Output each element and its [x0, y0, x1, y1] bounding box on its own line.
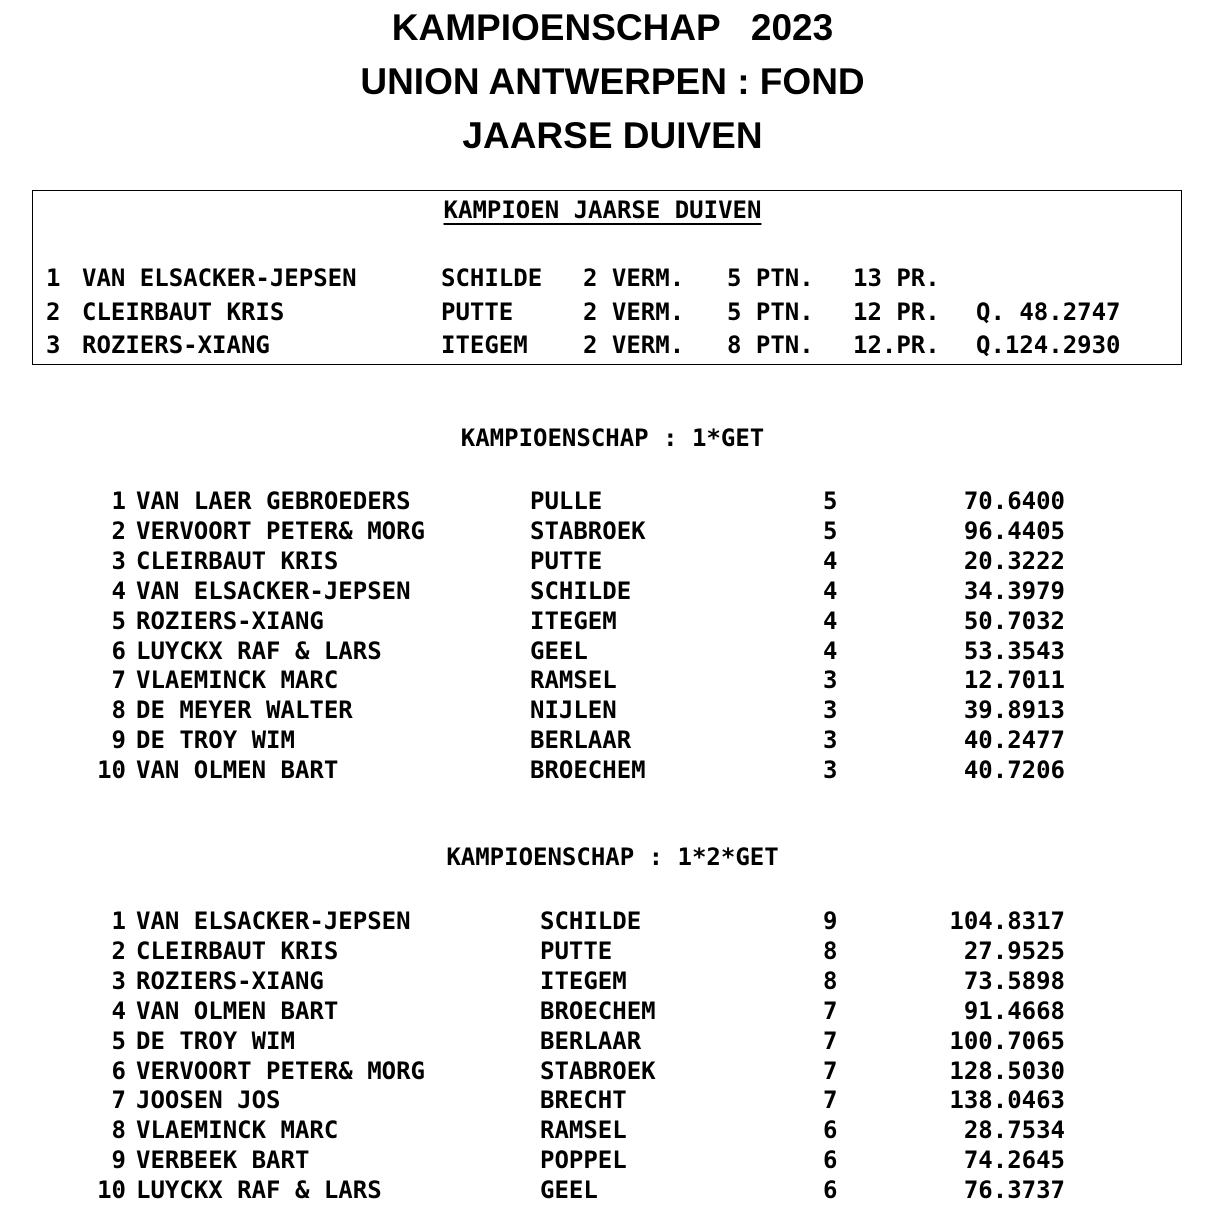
participant-name: LUYCKX RAF & LARS — [136, 636, 382, 665]
coefficient-value: 39.8913 — [963, 696, 1065, 725]
rank-number: 6 — [111, 1056, 126, 1085]
champion-name: CLEIRBAUT KRIS — [82, 298, 285, 326]
coefficient-value: 128.5030 — [949, 1056, 1065, 1085]
points-value: 7 — [823, 1086, 838, 1115]
rank-number: 5 — [111, 606, 126, 635]
coefficient-value: 96.4405 — [963, 516, 1065, 545]
points-value: 4 — [823, 576, 838, 605]
rank-number: 2 — [111, 516, 126, 545]
points-value: 8 — [823, 936, 838, 965]
participant-name: DE TROY WIM — [136, 1026, 295, 1055]
champion-ptn: 5 PTN. — [727, 298, 814, 326]
participant-place: ITEGEM — [530, 606, 617, 635]
champion-verm: 2 VERM. — [583, 331, 685, 359]
rank-number: 1 — [111, 487, 126, 515]
rank-number: 9 — [111, 726, 126, 755]
coefficient-value: 28.7534 — [963, 1116, 1065, 1145]
points-value: 6 — [823, 1146, 838, 1175]
coefficient-value: 53.3543 — [963, 636, 1065, 665]
participant-place: ITEGEM — [540, 966, 627, 995]
points-value: 3 — [823, 666, 838, 695]
participant-place: BROECHEM — [530, 756, 646, 785]
participant-name: VAN OLMEN BART — [136, 996, 339, 1025]
participant-name: JOOSEN JOS — [136, 1086, 281, 1115]
points-value: 9 — [823, 907, 838, 935]
rank-number: 4 — [111, 996, 126, 1025]
participant-name: VAN ELSACKER-JEPSEN — [136, 576, 411, 605]
rank-number: 3 — [111, 966, 126, 995]
participant-place: RAMSEL — [530, 666, 617, 695]
participant-place: BRECHT — [540, 1086, 627, 1115]
participant-name: CLEIRBAUT KRIS — [136, 936, 339, 965]
coefficient-value: 76.3737 — [963, 1176, 1065, 1205]
coefficient-value: 40.2477 — [963, 726, 1065, 755]
title-line-1: KAMPIOENSCHAP 2023 — [391, 7, 834, 48]
participant-name: VERVOORT PETER& MORG — [136, 516, 425, 545]
rank-number: 10 — [97, 756, 126, 785]
champion-pr: 12.PR. — [853, 331, 940, 359]
coefficient-value: 74.2645 — [963, 1146, 1065, 1175]
points-value: 7 — [823, 1026, 838, 1055]
champion-place: SCHILDE — [441, 264, 543, 292]
rank-number: 8 — [111, 1116, 126, 1145]
participant-name: ROZIERS-XIANG — [136, 606, 324, 635]
points-value: 3 — [823, 726, 838, 755]
rank-number: 9 — [111, 1146, 126, 1175]
participant-name: VLAEMINCK MARC — [136, 666, 339, 695]
coefficient-value: 20.3222 — [963, 546, 1065, 575]
champion-verm: 2 VERM. — [583, 264, 685, 292]
coefficient-value: 104.8317 — [949, 907, 1065, 935]
participant-place: RAMSEL — [540, 1116, 627, 1145]
coefficient-value: 12.7011 — [963, 666, 1065, 695]
participant-name: VLAEMINCK MARC — [136, 1116, 339, 1145]
points-value: 4 — [823, 636, 838, 665]
participant-name: DE MEYER WALTER — [136, 696, 353, 725]
section1-heading: KAMPIOENSCHAP : 1*GET — [460, 424, 765, 452]
participant-name: VERVOORT PETER& MORG — [136, 1056, 425, 1085]
participant-name: DE TROY WIM — [136, 726, 295, 755]
participant-name: CLEIRBAUT KRIS — [136, 546, 339, 575]
coefficient-value: 100.7065 — [949, 1026, 1065, 1055]
points-value: 7 — [823, 996, 838, 1025]
points-value: 6 — [823, 1176, 838, 1205]
champion-place: ITEGEM — [441, 331, 528, 359]
coefficient-value: 40.7206 — [963, 756, 1065, 785]
rank-number: 10 — [97, 1176, 126, 1205]
rank-number: 3 — [111, 546, 126, 575]
participant-place: PUTTE — [530, 546, 603, 575]
rank-number: 1 — [111, 907, 126, 935]
coefficient-value: 73.5898 — [963, 966, 1065, 995]
rank-number: 4 — [111, 576, 126, 605]
rank-number: 6 — [111, 636, 126, 665]
rank-number: 5 — [111, 1026, 126, 1055]
points-value: 6 — [823, 1116, 838, 1145]
champion-name: ROZIERS-XIANG — [82, 331, 270, 359]
champion-rank: 2 — [46, 298, 61, 326]
participant-place: NIJLEN — [530, 696, 617, 725]
points-value: 3 — [823, 756, 838, 785]
coefficient-value: 50.7032 — [963, 606, 1065, 635]
participant-name: VAN OLMEN BART — [136, 756, 339, 785]
champion-verm: 2 VERM. — [583, 298, 685, 326]
participant-place: PULLE — [530, 487, 603, 515]
champion-ptn: 8 PTN. — [727, 331, 814, 359]
coefficient-value: 70.6400 — [963, 487, 1065, 515]
coefficient-value: 27.9525 — [963, 936, 1065, 965]
champion-rank: 3 — [46, 331, 61, 359]
champion-place: PUTTE — [441, 298, 514, 326]
points-value: 5 — [823, 516, 838, 545]
participant-place: BERLAAR — [540, 1026, 642, 1055]
participant-name: ROZIERS-XIANG — [136, 966, 324, 995]
champion-rank: 1 — [46, 264, 61, 292]
section2-heading: KAMPIOENSCHAP : 1*2*GET — [446, 843, 779, 871]
champion-q: Q. 48.2747 — [976, 298, 1121, 326]
rank-number: 8 — [111, 696, 126, 725]
title-line-3: JAARSE DUIVEN — [462, 115, 763, 156]
participant-place: POPPEL — [540, 1146, 627, 1175]
points-value: 5 — [823, 487, 838, 515]
champion-name: VAN ELSACKER-JEPSEN — [82, 264, 357, 292]
participant-place: STABROEK — [540, 1056, 656, 1085]
points-value: 7 — [823, 1056, 838, 1085]
rank-number: 7 — [111, 1086, 126, 1115]
participant-name: VAN ELSACKER-JEPSEN — [136, 907, 411, 935]
title-line-2: UNION ANTWERPEN : FOND — [360, 61, 865, 102]
points-value: 8 — [823, 966, 838, 995]
points-value: 4 — [823, 606, 838, 635]
points-value: 4 — [823, 546, 838, 575]
participant-name: LUYCKX RAF & LARS — [136, 1176, 382, 1205]
participant-place: GEEL — [540, 1176, 598, 1205]
champion-ptn: 5 PTN. — [727, 264, 814, 292]
rank-number: 2 — [111, 936, 126, 965]
champion-pr: 13 PR. — [853, 264, 940, 292]
participant-place: PUTTE — [540, 936, 613, 965]
participant-place: SCHILDE — [540, 907, 642, 935]
participant-name: VAN LAER GEBROEDERS — [136, 487, 411, 515]
coefficient-value: 34.3979 — [963, 576, 1065, 605]
participant-place: SCHILDE — [530, 576, 632, 605]
participant-place: GEEL — [530, 636, 588, 665]
champion-box-heading: KAMPIOEN JAARSE DUIVEN — [443, 196, 762, 224]
participant-place: BERLAAR — [530, 726, 632, 755]
participant-name: VERBEEK BART — [136, 1146, 310, 1175]
points-value: 3 — [823, 696, 838, 725]
participant-place: BROECHEM — [540, 996, 656, 1025]
coefficient-value: 138.0463 — [949, 1086, 1065, 1115]
champion-q: Q.124.2930 — [976, 331, 1121, 359]
rank-number: 7 — [111, 666, 126, 695]
participant-place: STABROEK — [530, 516, 646, 545]
champion-pr: 12 PR. — [853, 298, 940, 326]
coefficient-value: 91.4668 — [963, 996, 1065, 1025]
